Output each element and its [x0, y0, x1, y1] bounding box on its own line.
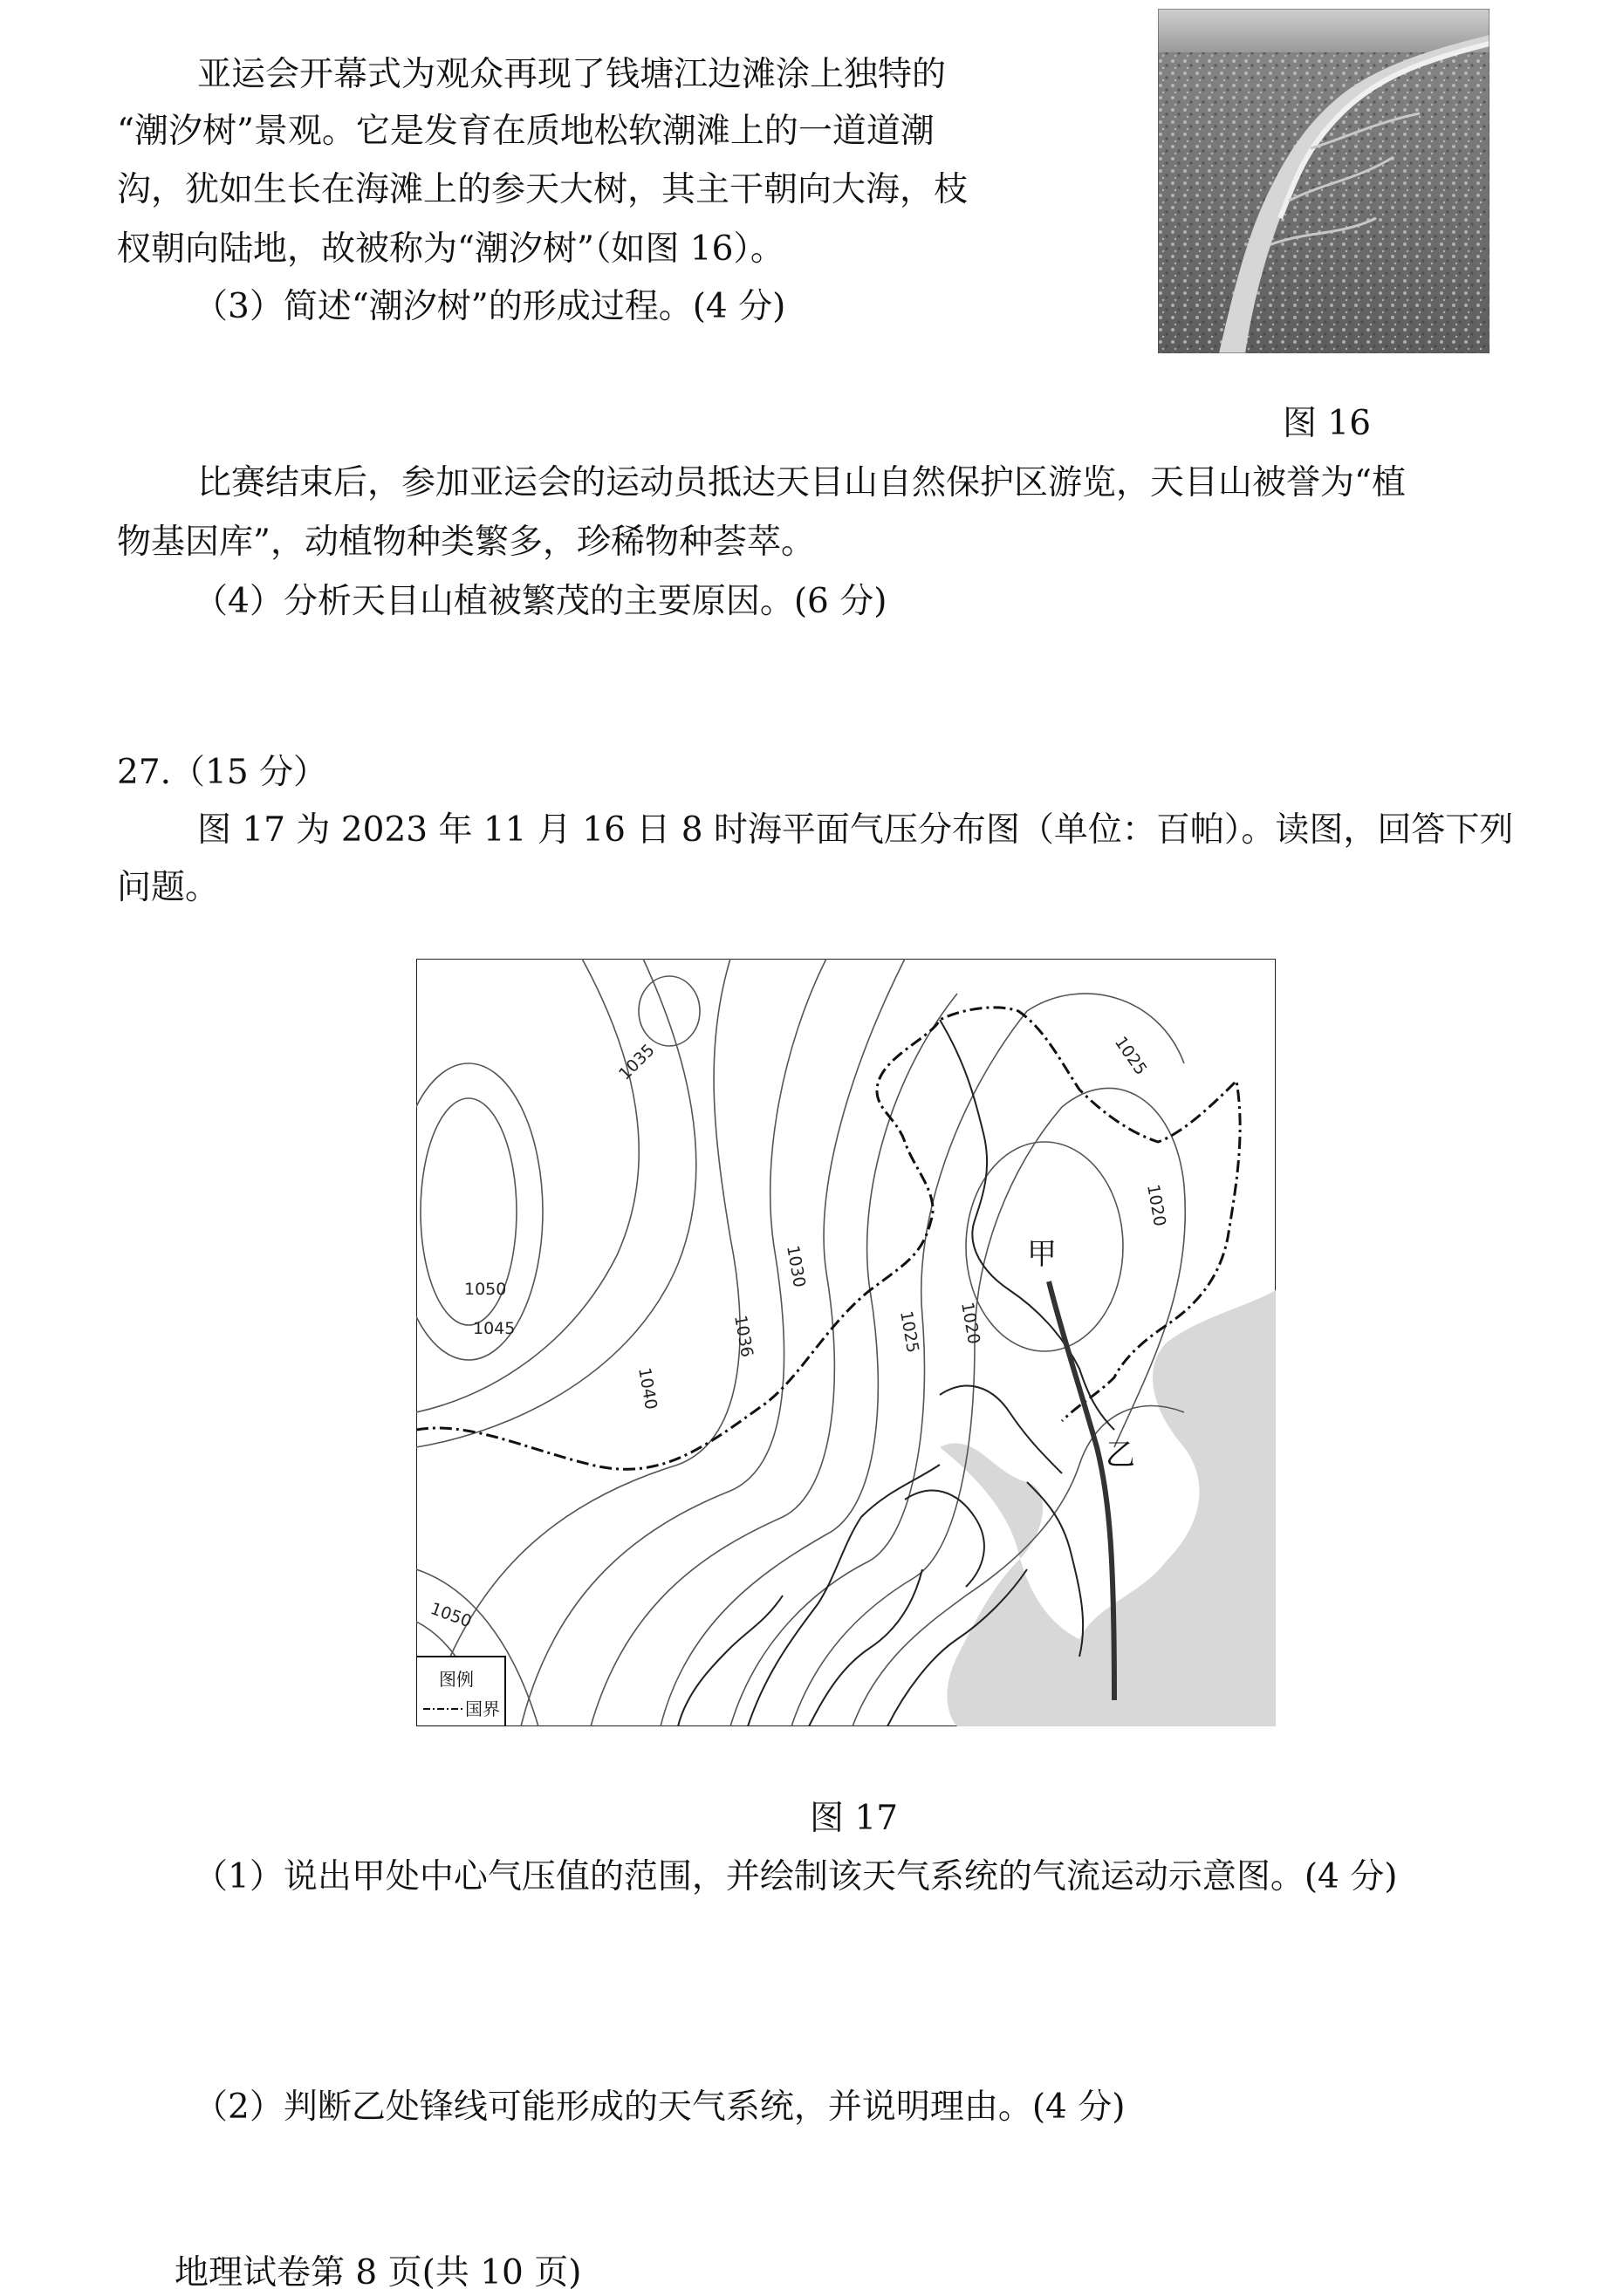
question-27-intro: 问题。 [117, 868, 220, 907]
question-27-intro: 图 17 为 2023 年 11 月 16 日 8 时海平面气压分布图（单位：百帕）。读图，回答下列 [197, 810, 1514, 850]
figure-16-label: 图 16 [1283, 404, 1372, 443]
question-27-2: （2）判断乙处锋线可能形成的天气系统，并说明理由。(4 分) [194, 2088, 1126, 2127]
paragraph-line: 物基因库”，动植物种类繁多，珍稀物种荟萃。 [117, 523, 815, 562]
isobar-label: 1025 [1110, 1033, 1151, 1079]
isobar-label: 1045 [473, 1319, 516, 1338]
paragraph-line: “潮汐树”景观。它是发育在质地松软潮滩上的一道道潮 [117, 112, 935, 151]
isobar-label: 1050 [464, 1280, 507, 1299]
paragraph-line: 亚运会开幕式为观众再现了钱塘江边滩涂上独特的 [197, 55, 947, 94]
marker-yi: 乙 [1106, 1438, 1135, 1473]
marker-jia: 甲 [1027, 1237, 1057, 1272]
legend-title: 图例 [439, 1669, 474, 1690]
question-3: （3）简述“潮汐树”的形成过程。(4 分) [194, 287, 786, 326]
figure-17-label: 图 17 [810, 1799, 899, 1838]
page-footer: 地理试卷第 8 页(共 10 页) [175, 2253, 582, 2293]
isobar-label: 1035 [614, 1040, 659, 1084]
legend-item-border: 国界 [465, 1698, 500, 1719]
isobar-label: 1040 [634, 1366, 661, 1411]
isobar-label: 1020 [1143, 1183, 1170, 1228]
paragraph-line: 沟，犹如生长在海滩上的参天大树，其主干朝向大海，枝 [117, 170, 969, 209]
isobar-label: 1036 [730, 1314, 757, 1359]
isobar-label: 1020 [957, 1301, 984, 1346]
tidal-tree-photo [1158, 9, 1489, 353]
paragraph-line: 比赛结束后，参加亚运会的运动员抵达天目山自然保护区游览，天目山被誉为“植 [197, 463, 1406, 502]
paragraph-line: 杈朝向陆地，故被称为“潮汐树”（如图 16）。 [117, 229, 784, 269]
question-27-1: （1）说出甲处中心气压值的范围，并绘制该天气系统的气流运动示意图。(4 分) [194, 1857, 1398, 1896]
isobar-label: 1050 [428, 1599, 475, 1632]
question-27-number: 27.（15 分） [117, 753, 328, 792]
isobar-label: 1025 [896, 1309, 923, 1355]
isobar-label: 1030 [783, 1244, 810, 1289]
sea-level-pressure-map [416, 959, 1276, 1726]
question-4: （4）分析天目山植被繁茂的主要原因。(6 分) [194, 582, 887, 621]
